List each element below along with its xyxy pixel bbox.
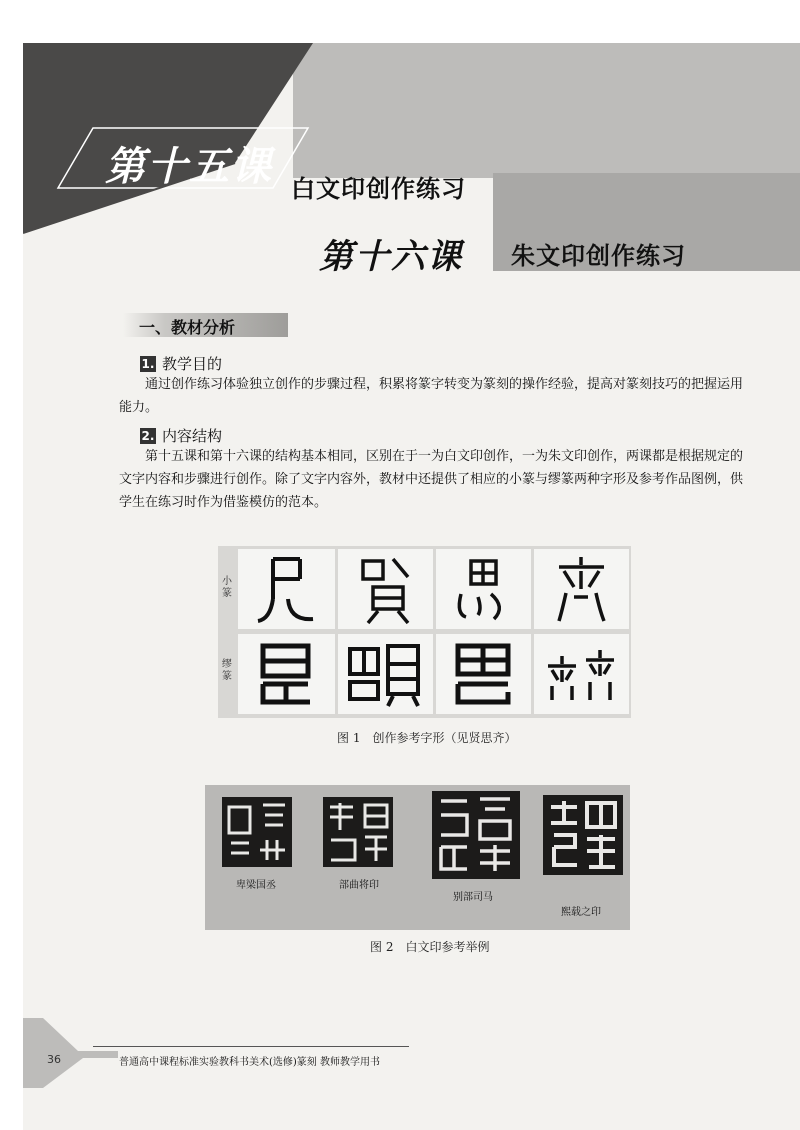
glyph-xian-miuzhuan	[338, 634, 433, 714]
glyph-cell	[534, 549, 629, 629]
seal-3-name: 别部司马	[453, 892, 493, 903]
footer-corner-shape	[23, 1018, 118, 1088]
glyph-cell	[238, 549, 335, 629]
seal-2-name: 部曲将印	[339, 880, 379, 891]
figure-1-caption: 图 1 创作参考字形（见贤思齐）	[337, 731, 517, 745]
row-label-xiaozhuan: 小篆	[222, 576, 232, 599]
glyph-jian-miuzhuan	[238, 634, 335, 714]
paragraph-1: 通过创作练习体验独立创作的步骤过程，积累将篆字转变为篆刻的操作经验，提高对篆刻技巧的把握运用能力。	[119, 377, 744, 415]
glyph-xian-xiaozhuan	[338, 549, 433, 629]
paragraph-2: 第十五课和第十六课的结构基本相同，区别在于一为白文印创作，一为朱文印创作，两课都是根据规定的文字内容和步骤进行创作。除了文字内容外，教材中还提供了相应的小篆与缪篆两种字形及参考作品图例，供学生在练习时作为借鉴模仿的范本。	[119, 449, 744, 510]
glyph-cell	[238, 634, 335, 714]
lesson15-label: 第十五课	[105, 144, 273, 190]
seal-4-name: 熙载之印	[561, 907, 601, 918]
subheading-1-title: 教学目的	[162, 355, 223, 373]
subheading-1-number: 1.	[141, 356, 155, 371]
lesson15-title: 白文印创作练习	[291, 175, 466, 203]
page	[23, 43, 800, 1130]
seal-1-name: 卑梁国丞	[236, 880, 276, 891]
glyph-cell	[436, 634, 531, 714]
glyph-cell	[436, 549, 531, 629]
subheading-1	[140, 353, 222, 374]
footer-divider	[93, 1046, 409, 1047]
figure-1	[218, 546, 631, 718]
subheading-2-number: 2.	[141, 428, 155, 443]
lesson16-label: 第十六课	[319, 237, 463, 277]
figure-2-caption: 图 2 白文印参考举例	[370, 940, 490, 954]
row-label-miuzhuan: 缪篆	[222, 659, 232, 682]
glyph-qi-xiaozhuan	[534, 549, 629, 629]
page-number: 36	[47, 1053, 61, 1066]
glyph-jian-xiaozhuan	[238, 549, 335, 629]
figure-2	[205, 785, 630, 930]
glyph-cell	[338, 634, 433, 714]
glyph-cell	[338, 549, 433, 629]
glyph-qi-miuzhuan	[534, 634, 629, 714]
subheading-2-title: 内容结构	[162, 427, 223, 445]
footer-book-title: 普通高中课程标准实验教科书美术(选修)篆刻 教师教学用书	[119, 1057, 380, 1068]
glyph-si-xiaozhuan	[436, 549, 531, 629]
section-heading-text: 一、教材分析	[139, 318, 236, 337]
glyph-cell	[534, 634, 629, 714]
subheading-2	[140, 425, 222, 446]
glyph-si-miuzhuan	[436, 634, 531, 714]
lesson16-title: 朱文印创作练习	[511, 242, 686, 270]
section-heading	[123, 313, 288, 337]
